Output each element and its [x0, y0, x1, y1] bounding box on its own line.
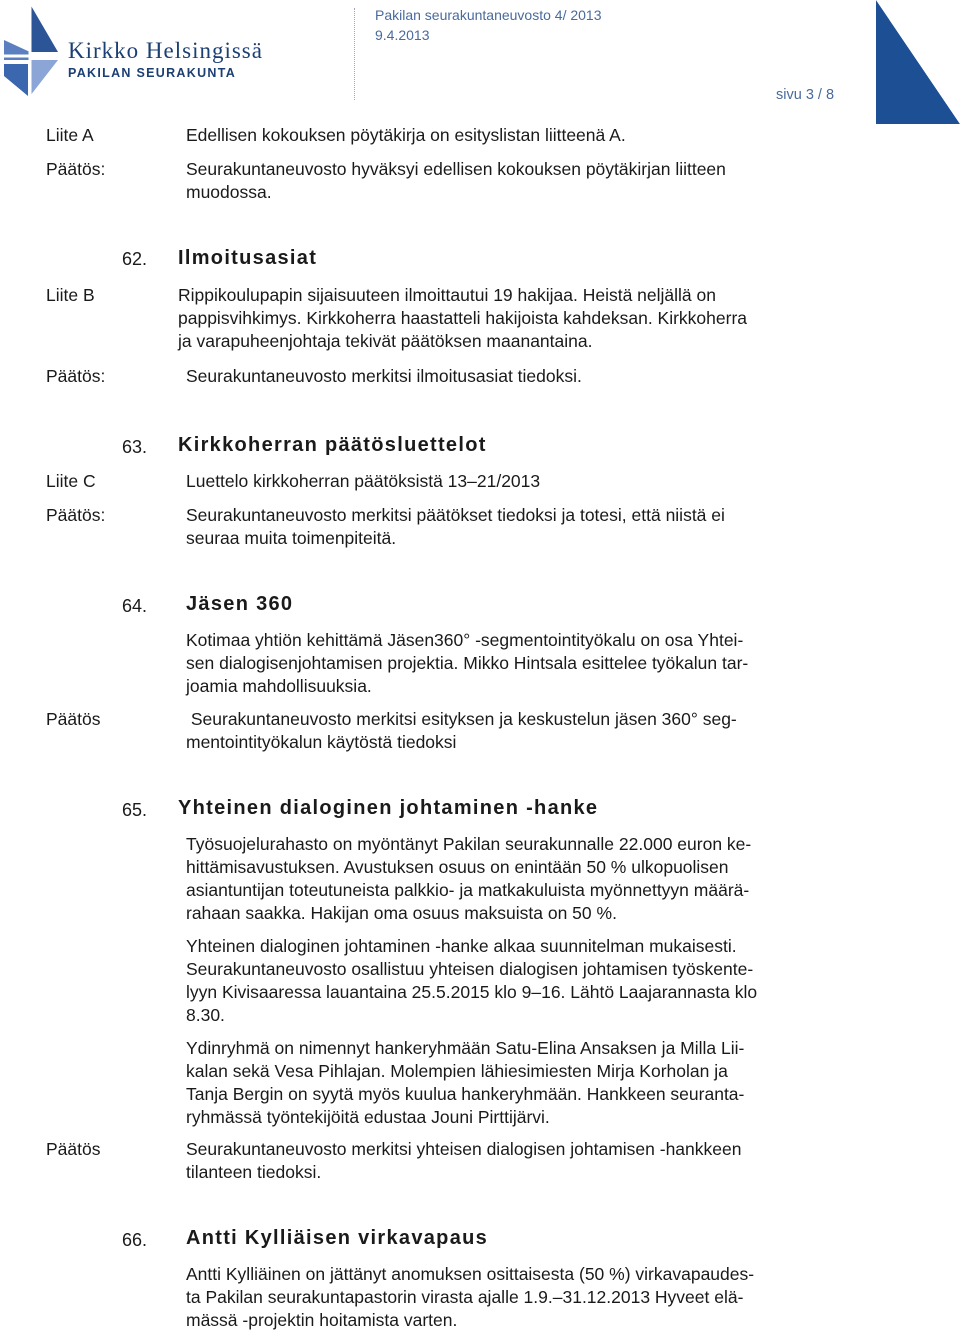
s64-paatos-line-1: Seurakuntaneuvosto merkitsi esityksen ja keskustelun jäsen 360° seg-	[186, 709, 737, 729]
s64-paatos-label: Päätös	[46, 709, 101, 729]
s66-heading: Antti Kylliäisen virkavapaus	[186, 1227, 489, 1249]
s64-number: 64.	[122, 596, 148, 616]
liite-a-text: Edellisen kokouksen pöytäkirja on esityslistan liitteenä A.	[186, 125, 626, 145]
s64-heading: Jäsen 360	[186, 593, 294, 615]
s65-p3-line-1: Ydinryhmä on nimennyt hankeryhmään Satu-Elina Ansaksen ja Milla Lii-	[186, 1038, 745, 1058]
liite-a-label: Liite A	[46, 125, 94, 145]
s61-paatos-label: Päätös:	[46, 159, 106, 179]
s62-heading: Ilmoitusasiat	[178, 247, 318, 269]
s64-text	[186, 629, 834, 698]
church-cross-logo-icon	[0, 0, 64, 100]
s62-text-line-1: Rippikoulupapin sijaisuuteen ilmoittautui 19 hakijaa. Heistä neljällä on	[178, 285, 716, 305]
s66-text	[186, 1263, 834, 1332]
s61-paatos-line-1: Seurakuntaneuvosto hyväksyi edellisen kokouksen pöytäkirjan liitteen	[186, 159, 726, 179]
s63-number: 63.	[122, 437, 148, 457]
s65-p2-line-4: 8.30.	[186, 1005, 225, 1025]
header-logo	[0, 0, 300, 100]
document-date: 9.4.2013	[375, 27, 430, 43]
liite-b-label: Liite B	[46, 285, 95, 305]
s65-p3-line-3: Tanja Bergin on syytä myös kuulua hankeryhmään. Hankkeen seuranta-	[186, 1084, 745, 1104]
s66-text-line-1: Antti Kylliäinen on jättänyt anomuksen osittaisesta (50 %) virkavapaudes-	[186, 1264, 755, 1284]
liite-c-label: Liite C	[46, 471, 96, 491]
s65-p2-line-1: Yhteinen dialoginen johtaminen -hanke alkaa suunnitelman mukaisesti.	[186, 936, 737, 956]
s65-paatos-label: Päätös	[46, 1139, 101, 1159]
s65-p3-line-4: ryhmässä työntekijöitä edustaa Jouni Pirttijärvi.	[186, 1107, 550, 1127]
s64-text-line-2: sen dialogisenjohtamisen projektia. Mikko Hintsala esittelee työkalun tar-	[186, 653, 749, 673]
page-number: sivu 3 / 8	[776, 87, 835, 103]
s65-p2-line-2: Seurakuntaneuvosto osallistuu yhteisen dialogisen johtamisen työskente-	[186, 959, 754, 979]
s63-paatos-line-2: seuraa muita toimenpiteitä.	[186, 528, 397, 548]
s65-paragraph-2	[186, 935, 834, 1027]
s63-paatos-line-1: Seurakuntaneuvosto merkitsi päätökset tiedoksi ja totesi, että niistä ei	[186, 505, 725, 525]
s65-p1-line-2: hittämisavustuksen. Avustuksen osuus on enintään 50 % ulkopuolisen	[186, 857, 729, 877]
s63-heading: Kirkkoherran päätösluettelot	[178, 434, 487, 456]
header-divider	[354, 8, 355, 100]
s62-paatos-text: Seurakuntaneuvosto merkitsi ilmoitusasiat tiedoksi.	[186, 366, 582, 386]
s65-paragraph-1	[186, 833, 834, 925]
s65-p1-line-3: asiantuntijan toteutuneista palkkio- ja matkakuluista myönnettyyn määrä-	[186, 880, 750, 900]
s62-text-line-3: ja varapuheenjohtaja tekivät päätöksen maanantaina.	[178, 331, 593, 351]
s62-text-line-2: pappisvihkimys. Kirkkoherra haastatteli hakijoista kahdeksan. Kirkkoherra	[178, 308, 748, 328]
s62-paatos-label: Päätös:	[46, 366, 106, 386]
s65-p2-line-3: lyyn Kivisaaressa lauantaina 25.5.2015 klo 9–16. Lähtö Laajarannasta klo	[186, 982, 758, 1002]
liite-c-text: Luettelo kirkkoherran päätöksistä 13–21/2013	[186, 471, 541, 491]
s64-text-line-1: Kotimaa yhtiön kehittämä Jäsen360° -segmentointityökalu on osa Yhtei-	[186, 630, 744, 650]
s64-text-line-3: joamia mahdollisuuksia.	[186, 676, 372, 696]
corner-decoration-icon	[876, 0, 960, 124]
s65-paatos-line-2: tilanteen tiedoksi.	[186, 1162, 322, 1182]
s65-paragraph-3	[186, 1037, 834, 1129]
s66-text-line-3: mässä -projektin hoitamista varten.	[186, 1310, 458, 1330]
s65-p1-line-1: Työsuojelurahasto on myöntänyt Pakilan seurakunnalle 22.000 euron ke-	[186, 834, 752, 854]
org-subtitle: PAKILAN SEURAKUNTA	[68, 66, 237, 80]
s63-paatos-label: Päätös:	[46, 505, 106, 525]
s64-paatos-line-2: mentointityökalun käytöstä tiedoksi	[186, 732, 457, 752]
s62-number: 62.	[122, 249, 148, 269]
s66-text-line-2: ta Pakilan seurakuntapastorin virasta ajalle 1.9.–31.12.2013 Hyveet elä-	[186, 1287, 744, 1307]
org-title: Kirkko Helsingissä	[68, 38, 263, 63]
s65-number: 65.	[122, 800, 148, 820]
s65-p3-line-2: kalan sekä Vesa Pihlajan. Molempien lähiesimiesten Mirja Korholan ja	[186, 1061, 728, 1081]
s66-number: 66.	[122, 1230, 148, 1250]
s65-p1-line-4: rahaan saakka. Hakijan oma osuus maksuista on 50 %.	[186, 903, 617, 923]
s65-paatos-line-1: Seurakuntaneuvosto merkitsi yhteisen dialogisen johtamisen -hankkeen	[186, 1139, 742, 1159]
s65-heading: Yhteinen dialoginen johtaminen -hanke	[178, 797, 599, 819]
document-title: Pakilan seurakuntaneuvosto 4/ 2013	[375, 7, 602, 23]
s61-paatos-line-2: muodossa.	[186, 182, 272, 202]
